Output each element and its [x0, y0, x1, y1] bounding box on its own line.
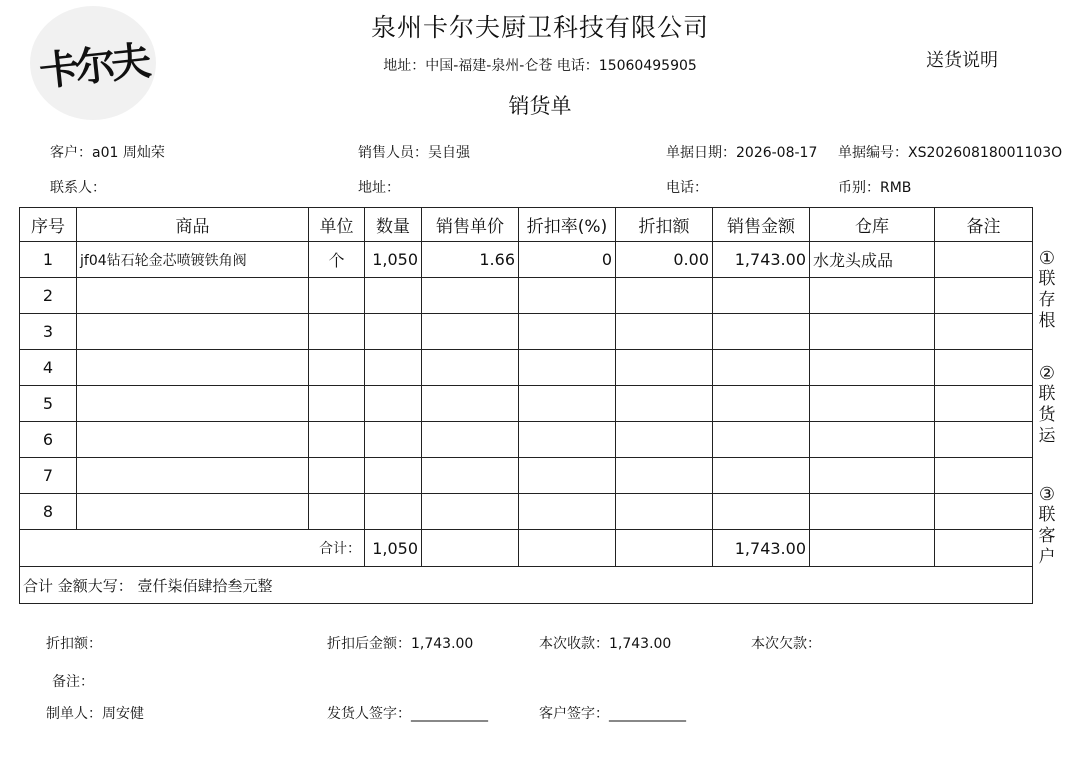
- row-discount-rate: [519, 494, 616, 530]
- row-warehouse: [810, 278, 935, 314]
- copy-char: 货: [1038, 405, 1056, 425]
- copy-stub-2: [1036, 363, 1058, 447]
- row-warehouse: [810, 386, 935, 422]
- copy-char: 联: [1038, 269, 1056, 289]
- salesperson-label: 销售人员：吴自强: [358, 145, 470, 161]
- row-unit-price: [422, 386, 519, 422]
- copy-number: ①: [1038, 248, 1056, 269]
- row-unit-price: [422, 422, 519, 458]
- address-label: 地址：: [358, 180, 400, 196]
- copy-char: 客: [1038, 526, 1056, 546]
- phone-label: 电话：: [666, 180, 708, 196]
- header-sales-amount: 销售金额: [713, 208, 810, 242]
- header-index: 序号: [20, 208, 77, 242]
- row-quantity: [365, 494, 422, 530]
- row-product: [77, 422, 309, 458]
- row-index: 7: [20, 458, 77, 494]
- row-index: 2: [20, 278, 77, 314]
- total-cell: [616, 530, 713, 567]
- row-warehouse: [810, 494, 935, 530]
- table-row: [20, 422, 1033, 458]
- customer-label: 客户：a01 周灿荣: [50, 145, 165, 161]
- header-remark: 备注: [935, 208, 1033, 242]
- row-unit-price: [422, 494, 519, 530]
- total-cell: [810, 530, 935, 567]
- received-amount: 本次收款：1,743.00: [539, 636, 672, 652]
- total-cell: [935, 530, 1033, 567]
- after-discount-amount: 折扣后金额：1,743.00: [327, 636, 474, 652]
- row-unit: [309, 278, 365, 314]
- row-sales-amount: [713, 314, 810, 350]
- document-title: 销货单: [508, 94, 572, 118]
- row-discount-rate: [519, 350, 616, 386]
- row-warehouse: [810, 350, 935, 386]
- row-product: jf04钻石轮金芯喷镀铁角阀: [77, 242, 309, 278]
- copy-char: 户: [1038, 547, 1056, 567]
- total-row: [20, 530, 1033, 567]
- row-discount-amount: [616, 386, 713, 422]
- row-index: 8: [20, 494, 77, 530]
- row-remark: [935, 242, 1033, 278]
- row-product: [77, 386, 309, 422]
- row-remark: [935, 458, 1033, 494]
- row-remark: [935, 494, 1033, 530]
- table-row: [20, 458, 1033, 494]
- row-unit: [309, 458, 365, 494]
- header-discount-amount: 折扣额: [616, 208, 713, 242]
- delivery-note-link[interactable]: 送货说明: [926, 50, 998, 71]
- row-discount-rate: [519, 386, 616, 422]
- table-row: [20, 242, 1033, 278]
- row-remark: [935, 350, 1033, 386]
- row-sales-amount: [713, 494, 810, 530]
- table-row: [20, 314, 1033, 350]
- row-index: 3: [20, 314, 77, 350]
- row-product: [77, 350, 309, 386]
- logo-text: 卡尔夫: [37, 36, 150, 95]
- row-product: [77, 314, 309, 350]
- row-discount-amount: [616, 494, 713, 530]
- row-discount-rate: 0: [519, 242, 616, 278]
- row-unit-price: [422, 458, 519, 494]
- row-quantity: [365, 458, 422, 494]
- row-sales-amount: [713, 458, 810, 494]
- header-unit: 单位: [309, 208, 365, 242]
- row-index: 6: [20, 422, 77, 458]
- amount-in-words: 合计 金额大写： 壹仟柒佰肆拾叁元整: [20, 567, 1033, 604]
- sales-table: [19, 207, 1033, 604]
- row-unit-price: [422, 350, 519, 386]
- row-unit: [309, 350, 365, 386]
- row-quantity: [365, 314, 422, 350]
- copy-number: ②: [1038, 363, 1056, 384]
- row-unit-price: [422, 278, 519, 314]
- row-sales-amount: [713, 278, 810, 314]
- row-discount-amount: [616, 278, 713, 314]
- contact-label: 联系人：: [50, 180, 106, 196]
- row-discount-amount: [616, 350, 713, 386]
- table-row: [20, 494, 1033, 530]
- row-unit: [309, 494, 365, 530]
- row-warehouse: [810, 422, 935, 458]
- row-discount-rate: [519, 458, 616, 494]
- header-unit-price: 销售单价: [422, 208, 519, 242]
- table-row: [20, 278, 1033, 314]
- row-discount-rate: [519, 422, 616, 458]
- row-index: 4: [20, 350, 77, 386]
- maker-label: 制单人：周安健: [46, 706, 144, 722]
- row-sales-amount: [713, 386, 810, 422]
- copy-char: 根: [1038, 311, 1056, 331]
- row-index: 1: [20, 242, 77, 278]
- row-quantity: [365, 386, 422, 422]
- row-remark: [935, 422, 1033, 458]
- row-unit: [309, 422, 365, 458]
- date-label: 单据日期：2026-08-17: [666, 145, 818, 161]
- header-discount-rate: 折扣率(%): [519, 208, 616, 242]
- row-quantity: 1,050: [365, 242, 422, 278]
- copy-char: 运: [1038, 426, 1056, 446]
- row-discount-amount: [616, 314, 713, 350]
- row-unit-price: [422, 314, 519, 350]
- row-warehouse: 水龙头成品: [810, 242, 935, 278]
- copy-char: 存: [1038, 290, 1056, 310]
- table-row: [20, 350, 1033, 386]
- header-product: 商品: [77, 208, 309, 242]
- row-quantity: [365, 422, 422, 458]
- row-product: [77, 278, 309, 314]
- currency-label: 币别：RMB: [838, 180, 912, 196]
- row-remark: [935, 386, 1033, 422]
- row-remark: [935, 278, 1033, 314]
- header-warehouse: 仓库: [810, 208, 935, 242]
- total-amount: 1,743.00: [713, 530, 810, 567]
- row-quantity: [365, 350, 422, 386]
- row-discount-rate: [519, 278, 616, 314]
- doc-number-label: 单据编号：XS20260818001103O: [838, 145, 1063, 161]
- row-unit: 个: [309, 242, 365, 278]
- total-cell: [519, 530, 616, 567]
- row-discount-amount: 0.00: [616, 242, 713, 278]
- total-quantity: 1,050: [365, 530, 422, 567]
- copy-char: 联: [1038, 505, 1056, 525]
- row-sales-amount: [713, 422, 810, 458]
- discount-label: 折扣额：: [46, 636, 102, 652]
- total-cell: [422, 530, 519, 567]
- amount-words-row: [20, 567, 1033, 604]
- row-warehouse: [810, 458, 935, 494]
- row-unit: [309, 386, 365, 422]
- row-sales-amount: 1,743.00: [713, 242, 810, 278]
- row-discount-amount: [616, 458, 713, 494]
- row-remark: [935, 314, 1033, 350]
- copy-char: 联: [1038, 384, 1056, 404]
- table-row: [20, 386, 1033, 422]
- row-sales-amount: [713, 350, 810, 386]
- copy-stub-1: [1036, 248, 1058, 332]
- table-header-row: [20, 208, 1033, 242]
- header-quantity: 数量: [365, 208, 422, 242]
- row-discount-amount: [616, 422, 713, 458]
- row-warehouse: [810, 314, 935, 350]
- owed-amount: 本次欠款：: [751, 636, 821, 652]
- company-address: 地址：中国-福建-泉州-仑苍 电话：15060495905: [383, 58, 697, 74]
- remark-label: 备注：: [52, 674, 94, 690]
- row-quantity: [365, 278, 422, 314]
- row-product: [77, 494, 309, 530]
- row-unit-price: 1.66: [422, 242, 519, 278]
- row-index: 5: [20, 386, 77, 422]
- shipper-signature: 发货人签字：___________: [327, 706, 488, 722]
- row-product: [77, 458, 309, 494]
- copy-number: ③: [1038, 484, 1056, 505]
- row-discount-rate: [519, 314, 616, 350]
- total-label: 合计：: [20, 530, 365, 567]
- row-unit: [309, 314, 365, 350]
- company-name: 泉州卡尔夫厨卫科技有限公司: [370, 13, 709, 42]
- copy-stub-3: [1036, 484, 1058, 568]
- customer-signature: 客户签字：___________: [539, 706, 686, 722]
